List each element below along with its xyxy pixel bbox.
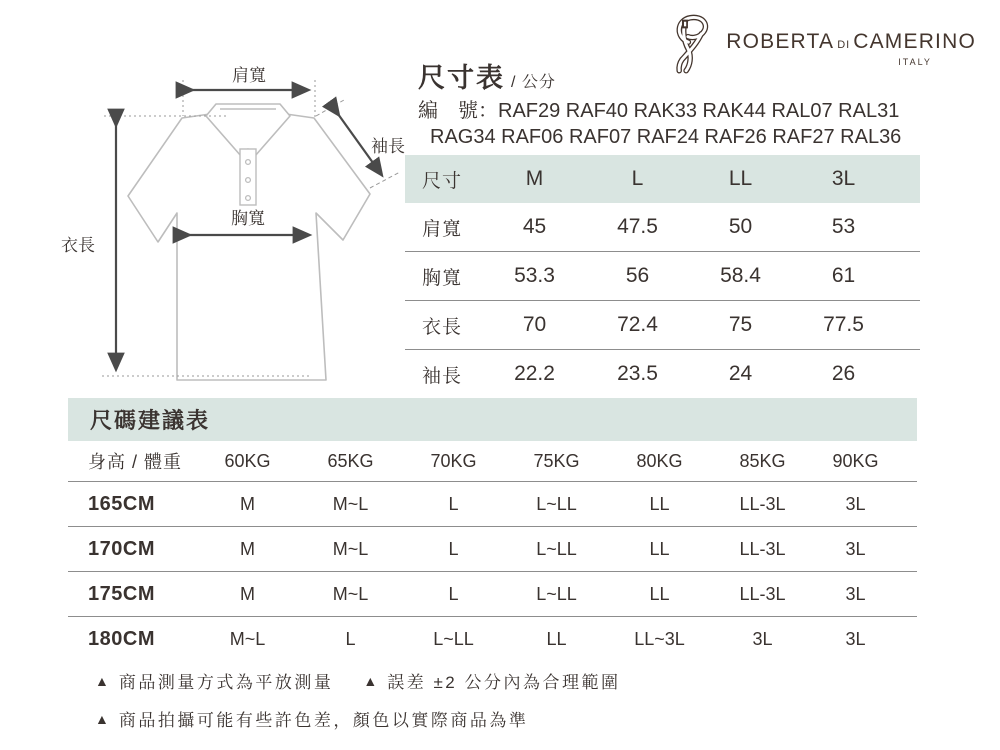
recommendation-cell: LL (649, 538, 670, 559)
recommendation-cell: 3L (752, 628, 773, 649)
footnote-text: 商品測量方式為平放測量 (118, 673, 334, 692)
size-recommendation-table (68, 398, 917, 661)
recommendation-row-label: 170CM (88, 537, 155, 560)
size-table-row (405, 203, 920, 251)
footnote-item (95, 706, 528, 731)
recommendation-row-label: 175CM (88, 582, 155, 605)
recommendation-cell: M~L (332, 493, 369, 514)
recommendation-cell: M~L (332, 583, 369, 604)
footnote-item (95, 668, 333, 693)
sleeve-length-label: 袖長 (371, 137, 405, 156)
footnotes (95, 668, 650, 744)
recommendation-header-cell: 80KG (636, 450, 683, 471)
brand-country: ITALY (898, 57, 932, 67)
footnote-text: 誤差 ±2 公分內為合理範圍 (387, 673, 621, 692)
size-table-row (405, 251, 920, 300)
brand-name-di: DI (837, 39, 851, 51)
size-table-cell: 56 (625, 264, 650, 287)
recommendation-row (68, 482, 917, 527)
brand-name (726, 12, 976, 67)
product-code-list1: RAF29 RAF40 RAK33 RAK44 RAL07 RAL31 (498, 100, 900, 122)
recommendation-cell: L (448, 493, 459, 514)
recommendation-cell: L~LL (536, 583, 577, 604)
size-table-header-cell: 3L (831, 167, 856, 190)
size-table-cell: 61 (831, 264, 856, 287)
recommendation-cell: 3L (845, 538, 866, 559)
recommendation-cell: 3L (845, 628, 866, 649)
recommendation-header-cell: 75KG (533, 450, 580, 471)
recommendation-header-cell: 65KG (327, 450, 374, 471)
product-codes (418, 98, 901, 150)
recommendation-header-cell: 85KG (739, 450, 786, 471)
size-table-cell: 53 (831, 215, 856, 238)
size-table-header-cell: LL (728, 167, 753, 190)
body-length-label: 衣長 (61, 236, 95, 255)
size-table (405, 155, 920, 398)
recommendation-row (68, 527, 917, 572)
ribbon-r-logo-icon (670, 12, 716, 76)
recommendation-cell: LL-3L (739, 583, 786, 604)
size-table-cell: 47.5 (617, 215, 658, 238)
recommendation-cell: 3L (845, 493, 866, 514)
brand-name-main: ROBERTA (726, 30, 835, 53)
size-table-row-label: 胸寬 (422, 267, 463, 289)
recommendation-row-label: 180CM (88, 627, 155, 650)
size-table-cell: 75 (728, 313, 753, 336)
size-table-cell: 24 (728, 362, 753, 385)
size-table-title-text: 尺寸表 (418, 63, 505, 93)
polo-shirt-diagram (58, 50, 430, 398)
recommendation-cell: L (345, 628, 356, 649)
size-table-header-cell: L (631, 167, 644, 190)
size-recommendation-title: 尺碼建議表 (68, 398, 917, 441)
recommendation-cell: M (240, 538, 255, 559)
footnote-item (363, 668, 620, 693)
brand-logo (670, 12, 976, 76)
product-code-list2: RAG34 RAF06 RAF07 RAF24 RAF26 RAF27 RAL36 (430, 126, 902, 148)
recommendation-cell: M (240, 493, 255, 514)
recommendation-cell: L (448, 538, 459, 559)
size-table-unit: / 公分 (511, 74, 556, 91)
size-table-title (418, 56, 556, 95)
footnote-text: 商品拍攝可能有些許色差，顏色以實際商品為準 (118, 711, 529, 730)
size-table-cell: 58.4 (720, 264, 761, 287)
size-table-cell: 53.3 (514, 264, 555, 287)
recommendation-row-label: 165CM (88, 492, 155, 515)
recommendation-cell: LL-3L (739, 538, 786, 559)
size-table-cell: 50 (728, 215, 753, 238)
size-table-row-label: 衣長 (422, 316, 463, 338)
recommendation-cell: M~L (229, 628, 266, 649)
chest-width-label: 胸寬 (231, 209, 265, 228)
triangle-bullet-icon: ▲ (95, 710, 109, 727)
guide-dashed-line (316, 100, 344, 116)
size-table-row (405, 300, 920, 349)
recommendation-cell: M (240, 583, 255, 604)
recommendation-cell: LL (546, 628, 567, 649)
size-table-cell: 70 (522, 313, 547, 336)
product-codes-line1 (418, 98, 901, 124)
recommendation-cell: L (448, 583, 459, 604)
recommendation-row (68, 572, 917, 617)
size-table-cell: 26 (831, 362, 856, 385)
product-code-label: 編 號： (418, 100, 498, 122)
size-table-row-label: 袖長 (422, 365, 463, 387)
recommendation-cell: M~L (332, 538, 369, 559)
recommendation-row (68, 617, 917, 661)
size-table-cell: 22.2 (514, 362, 555, 385)
recommendation-cell: 3L (845, 583, 866, 604)
recommendation-cell: LL~3L (634, 628, 685, 649)
guide-dashed-line (370, 172, 400, 188)
size-table-header-cell: 尺寸 (422, 170, 463, 192)
size-table-cell: 23.5 (617, 362, 658, 385)
recommendation-cell: LL (649, 583, 670, 604)
size-table-header-row (405, 155, 920, 203)
size-table-row-label: 肩寬 (422, 218, 463, 240)
product-codes-line2 (418, 124, 901, 150)
triangle-bullet-icon: ▲ (363, 672, 378, 689)
footnote-line (95, 668, 650, 693)
size-table-row (405, 349, 920, 398)
size-table-cell: 77.5 (823, 313, 864, 336)
recommendation-header-cell: 身高 / 體重 (88, 452, 183, 472)
recommendation-header-cell: 70KG (430, 450, 477, 471)
size-table-cell: 45 (522, 215, 547, 238)
recommendation-cell: L~LL (536, 538, 577, 559)
brand-name-sub: CAMERINO (853, 30, 976, 53)
recommendation-header-row (68, 441, 917, 482)
recommendation-cell: L~LL (536, 493, 577, 514)
shoulder-width-label: 肩寬 (232, 66, 266, 85)
recommendation-header-cell: 60KG (224, 450, 271, 471)
recommendation-cell: LL-3L (739, 493, 786, 514)
footnote-line (95, 706, 650, 731)
size-table-header-cell: M (525, 167, 544, 190)
triangle-bullet-icon: ▲ (95, 672, 109, 689)
recommendation-header-cell: 90KG (832, 450, 879, 471)
size-table-cell: 72.4 (617, 313, 658, 336)
recommendation-cell: LL (649, 493, 670, 514)
recommendation-cell: L~LL (433, 628, 474, 649)
